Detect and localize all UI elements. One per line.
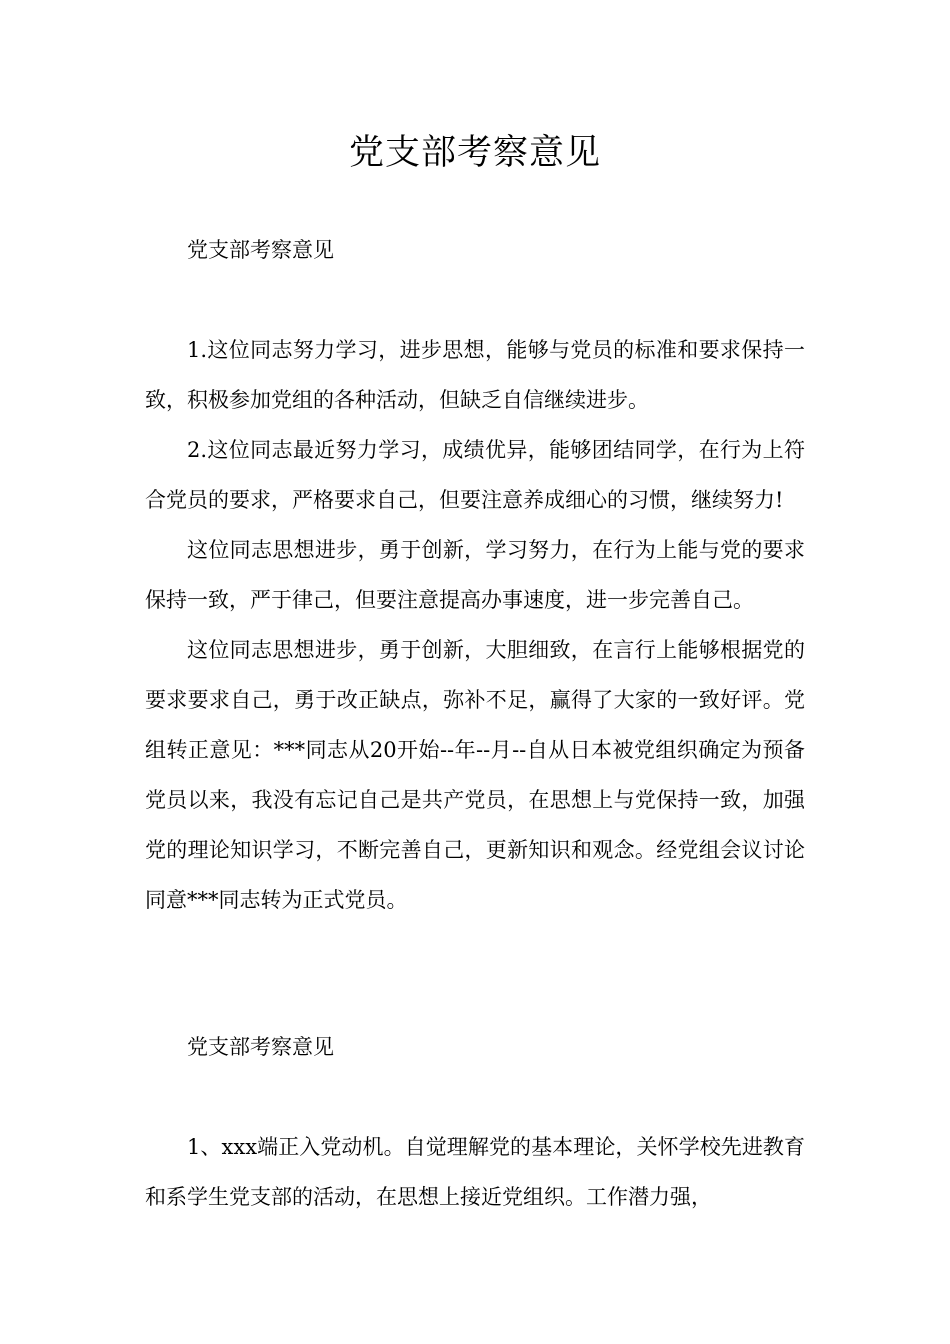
paragraph: 这位同志思想进步，勇于创新，学习努力，在行为上能与党的要求保持一致，严于律己，但要注意提高办事速度，进一步完善自己。 (145, 538, 805, 612)
section-heading-block (145, 225, 805, 275)
section-heading: 党支部考察意见 (187, 1035, 334, 1059)
paragraph: 1、xxx端正入党动机。自觉理解党的基本理论，关怀学校先进教育和系学生党支部的活动，在思想上接近党组织。工作潜力强， (145, 1135, 805, 1209)
paragraph: 2.这位同志最近努力学习，成绩优异，能够团结同学，在行为上符合党员的要求，严格要求自己，但要注意养成细心的习惯，继续努力! (145, 438, 805, 512)
paragraph-group (145, 325, 805, 925)
document-title: 党支部考察意见 (348, 133, 601, 173)
section-heading-block (145, 1022, 805, 1072)
paragraph: 1.这位同志努力学习，进步思想，能够与党员的标准和要求保持一致，积极参加党组的各种活动，但缺乏自信继续进步。 (145, 338, 805, 412)
paragraph: 这位同志思想进步，勇于创新，大胆细致，在言行上能够根据党的要求要求自己，勇于改正缺点，弥补不足，赢得了大家的一致好评。党组转正意见：***同志从20开始--年--月--自从日本被党组织确定为预备党员以来，我没有忘记自己是共产党员，在思想上与党保持一致，加强党的理论知识学习，不断完善自己，更新知识和观念。经党组会议讨论同意***同志转为正式党员。 (145, 638, 805, 912)
paragraph-group (145, 1122, 805, 1222)
section-heading: 党支部考察意见 (187, 238, 334, 262)
